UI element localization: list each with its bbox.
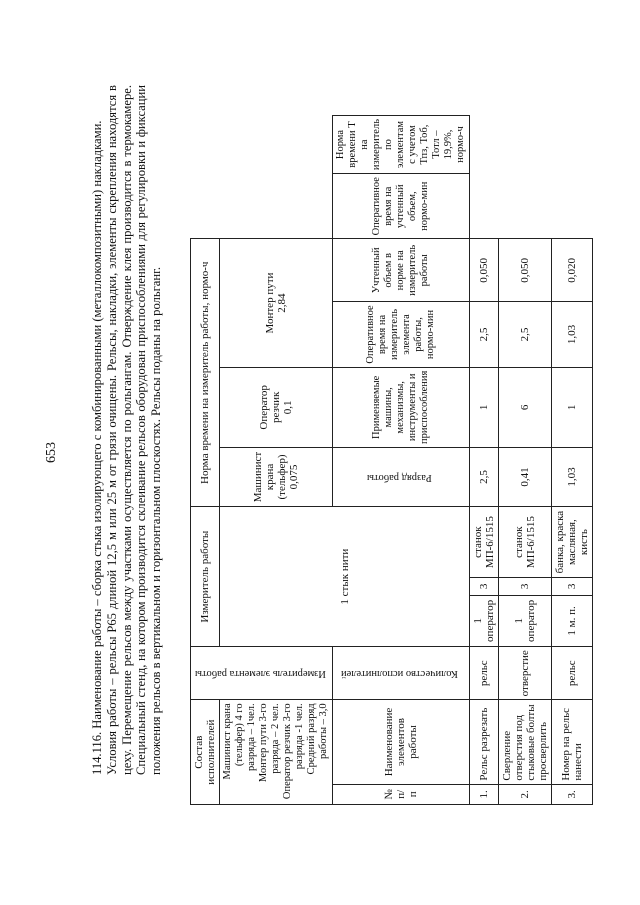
row-num: 3. bbox=[552, 784, 593, 804]
role-crane-total: 0,075 bbox=[288, 464, 300, 490]
crew-header: Состав исполнителей bbox=[191, 700, 220, 805]
norm-table bbox=[190, 115, 593, 805]
row-meter: рельс bbox=[470, 647, 499, 700]
row-fitter-norm: 0,020 bbox=[552, 239, 593, 302]
col-grade-header: Разряд работы bbox=[367, 472, 432, 484]
table-row bbox=[470, 116, 499, 805]
row-fitter-norm: 0,050 bbox=[499, 239, 552, 302]
row-element: Рельс разрезать bbox=[470, 700, 499, 784]
role-crane-label: Машинист крана (тельфер) bbox=[252, 451, 288, 503]
role-fitter-label: Монтер пути bbox=[264, 272, 276, 334]
row-crane-op: 1,03 bbox=[552, 447, 593, 506]
row-executors bbox=[499, 595, 552, 647]
row-executors-count: 1 bbox=[472, 618, 484, 624]
row-num: 2. bbox=[499, 784, 552, 804]
crew-line-1: Машинист крана (тельфер) 4 го разряда – 1чел. bbox=[222, 703, 257, 780]
role-fitter-total: 2,84 bbox=[276, 293, 288, 313]
col-tools-header: Применяемые машины, механизмы, инструменты и приспособления bbox=[333, 367, 470, 447]
row-executors-role: оператор bbox=[525, 599, 537, 642]
row-tools: станок МП-6/1515 bbox=[470, 507, 499, 578]
row-crane-op: 0,41 bbox=[499, 447, 552, 506]
col-grade-header-cell bbox=[333, 447, 470, 506]
row-meter: отверстие bbox=[499, 647, 552, 700]
header-row-2 bbox=[220, 116, 333, 805]
row-executors bbox=[552, 595, 593, 647]
elem-meter-header-cell bbox=[191, 647, 333, 700]
row-volume: 1 bbox=[552, 367, 593, 447]
table-row bbox=[552, 116, 593, 805]
role-fitter bbox=[220, 239, 333, 367]
crew-line-2: Монтер пути 3-го разряда – 2 чел. bbox=[258, 703, 281, 783]
row-meter: рельс bbox=[552, 647, 593, 700]
crew-line-4: Средний разряд работы – 3,0 bbox=[306, 703, 329, 775]
row-crane-op: 2,5 bbox=[470, 447, 499, 506]
row-num: 1. bbox=[470, 784, 499, 804]
row-grade: 3 bbox=[552, 578, 593, 596]
sub-fitter-norm-header: Норма времени Т на измеритель по элементам с учетом Тпз, Тоб, Тотл – 19,9%, нормо-ч bbox=[333, 116, 470, 174]
norm-header: Норма времени на измеритель работы, нормо-ч bbox=[191, 239, 220, 507]
role-crane bbox=[220, 447, 333, 506]
table-row bbox=[499, 116, 552, 805]
meter-value: 1 стык нити bbox=[220, 507, 470, 647]
sub-fitter-op-header: Оперативное время на учтенный объем, нормо-мин bbox=[333, 174, 470, 239]
header-row-1 bbox=[191, 116, 220, 805]
row-grade: 3 bbox=[470, 578, 499, 596]
meter-header: Измеритель работы bbox=[191, 507, 220, 647]
sub-crane-header: Оперативное время на измеритель элемента работы, нормо-мин bbox=[333, 302, 470, 367]
crew-lines bbox=[220, 700, 333, 805]
row-volume: 1 bbox=[470, 367, 499, 447]
row-fitter-norm: 0,050 bbox=[470, 239, 499, 302]
row-fitter-op: 1,03 bbox=[552, 302, 593, 367]
crew-line-3: Оператор резчик 3-го разряда -1 чел. bbox=[282, 703, 305, 800]
role-cutter-label: Оператор резчик bbox=[258, 385, 282, 430]
work-title: 114.116. Наименование работы – сборка стыка изолирующего с комбинированными (металлокомпозитными) накладками. bbox=[90, 120, 104, 775]
row-tools: станок МП-6/1515 bbox=[499, 507, 552, 578]
col-element-header: Наименование элементов работы bbox=[333, 700, 470, 784]
row-fitter-op: 2,5 bbox=[499, 302, 552, 367]
row-executors bbox=[470, 595, 499, 647]
page-number: 653 bbox=[44, 442, 59, 463]
header-row-3 bbox=[333, 116, 470, 805]
sub-cutter-header: Учтенный объем в норме на измеритель работы bbox=[333, 239, 470, 302]
row-executors-count: 1 м. п. bbox=[566, 606, 578, 636]
row-executors-count: 1 bbox=[513, 618, 525, 624]
row-grade: 3 bbox=[499, 578, 552, 596]
role-cutter-total: 0,1 bbox=[282, 400, 294, 415]
row-volume: 6 bbox=[499, 367, 552, 447]
row-element: Сверление отверстия под стыковые болты просверлить bbox=[499, 700, 552, 784]
col-executors-header: Количество исполнителей bbox=[341, 668, 458, 680]
elem-meter-header: Измеритель элемента работы bbox=[194, 668, 326, 680]
work-conditions: Условия работы – рельсы Р65 длиной 12,5 м или 25 м от грязи очищены. Рельсы, накладки, элементы скрепления находятся в цеху. Перемещение рельсов между участками осуществляется по рольгангам. Отверждение клея производится в термокамере. Специальный стенд, на котором производится склеивание рельсов оборудован приспособлениями для регулировки и фиксации положения рельсов в вертикальном и горизонтальном плоскостях. Рельсы поданы на рольганг. bbox=[104, 85, 164, 775]
row-executors-role: оператор bbox=[484, 599, 496, 642]
row-element: Номер на рельс нанести bbox=[552, 700, 593, 784]
col-num-header: № п/п bbox=[333, 784, 470, 804]
row-tools: банка, краска масляная, кисть bbox=[552, 507, 593, 578]
col-executors-header-cell bbox=[333, 647, 470, 700]
role-cutter bbox=[220, 367, 333, 447]
row-fitter-op: 2,5 bbox=[470, 302, 499, 367]
intro-text bbox=[90, 85, 164, 775]
